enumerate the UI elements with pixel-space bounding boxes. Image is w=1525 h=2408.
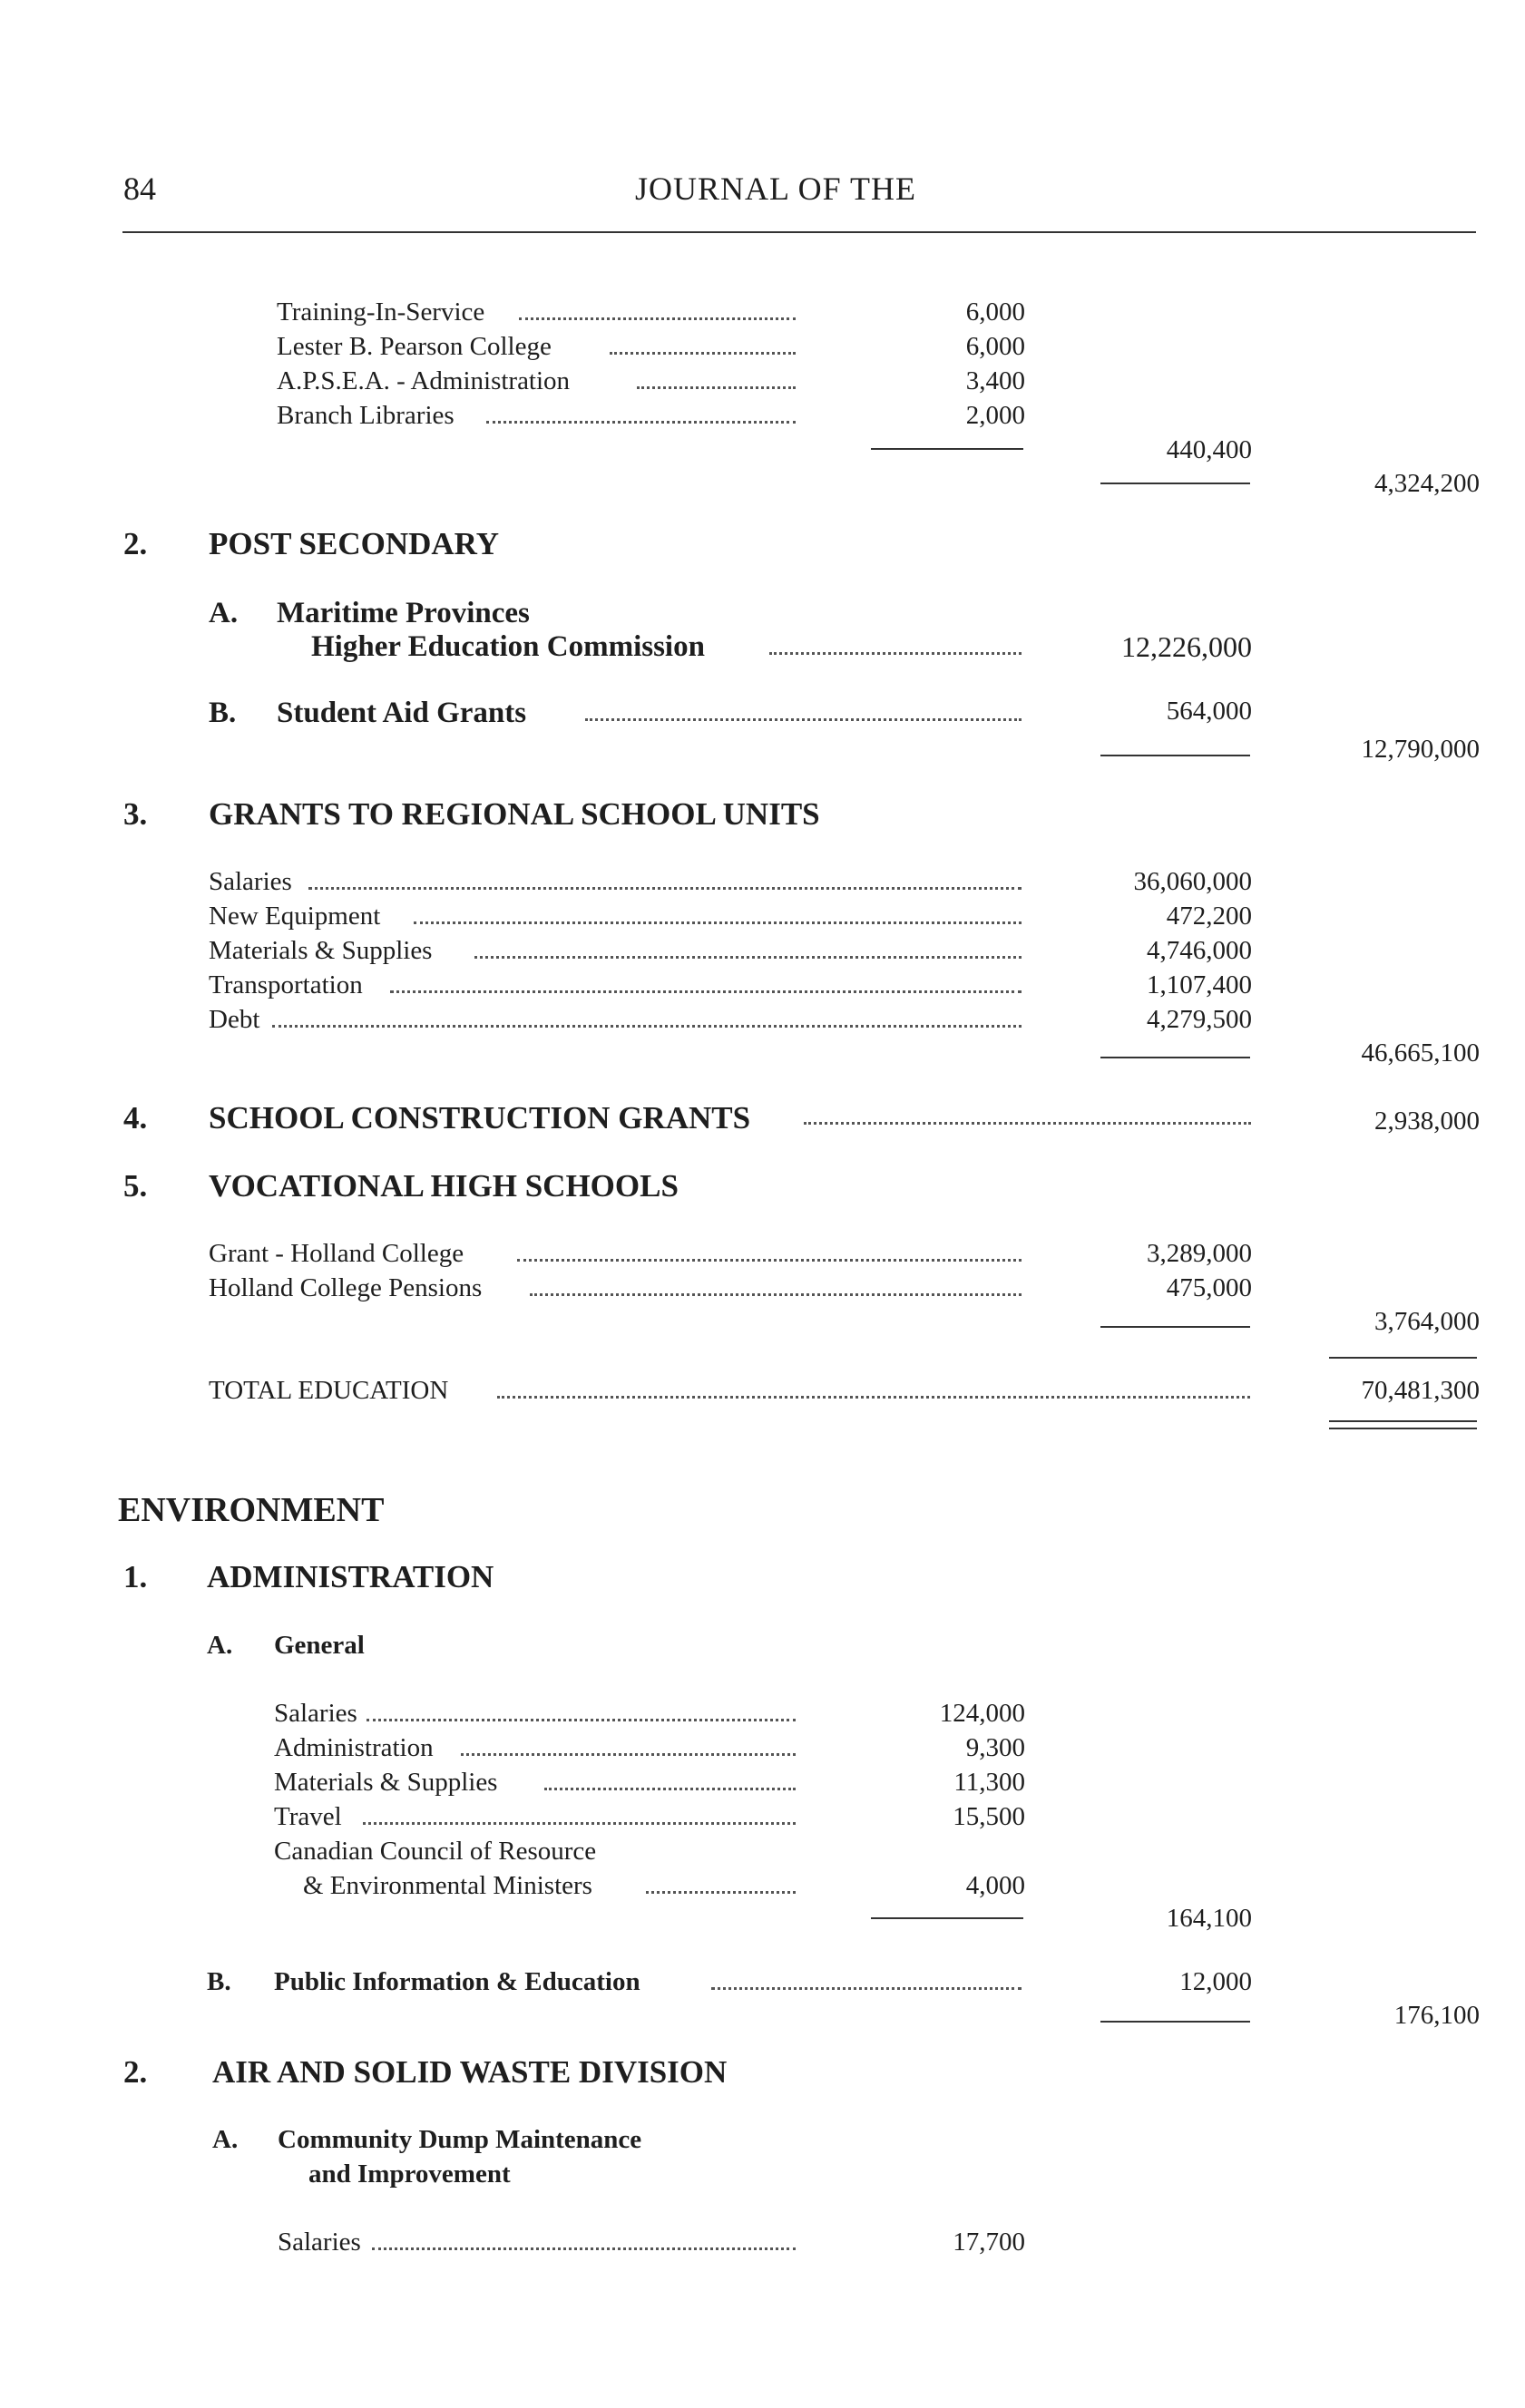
vocational-total: 3,764,000 (1374, 1307, 1480, 1336)
post-secondary-total: 12,790,000 (1361, 735, 1480, 764)
regional-item-value: 1,107,400 (1147, 970, 1252, 999)
subsection-title: General (274, 1631, 365, 1660)
general-item-label: Administration (274, 1733, 434, 1762)
subtotal-rule (871, 1917, 1023, 1919)
commission-value: 12,226,000 (1121, 630, 1252, 663)
double-rule (1329, 1420, 1477, 1429)
general-item-value: 9,300 (965, 1733, 1025, 1762)
total-education-label: TOTAL EDUCATION (209, 1376, 449, 1405)
regional-item-value: 472,200 (1166, 902, 1252, 931)
subtotal-rule (1100, 483, 1250, 484)
subsection-title: Student Aid Grants (277, 697, 527, 729)
leader (363, 1820, 796, 1825)
ccrem-value: 4,000 (965, 1871, 1025, 1900)
leader (486, 419, 796, 424)
general-item-value: 124,000 (939, 1699, 1025, 1728)
general-item-value: 11,300 (953, 1768, 1025, 1797)
subsection-title: Public Information & Education (274, 1967, 640, 1996)
leader (769, 650, 1022, 655)
vocational-item-value: 475,000 (1166, 1273, 1252, 1302)
leader (610, 350, 796, 355)
leader (519, 316, 796, 320)
general-item-label: Travel (274, 1802, 342, 1831)
student-aid-value: 564,000 (1166, 697, 1252, 726)
item-branch-label: Branch Libraries (277, 401, 455, 430)
section-number: 3. (123, 796, 148, 832)
leader (711, 1985, 1022, 1990)
regional-item-label: New Equipment (209, 902, 381, 931)
leader (497, 1394, 1250, 1399)
leader (308, 885, 1022, 890)
section-title: AIR AND SOLID WASTE DIVISION (212, 2054, 728, 2090)
subsection-title: Community Dump Maintenance (278, 2125, 642, 2154)
department-title: ENVIRONMENT (118, 1491, 385, 1529)
regional-item-value: 4,279,500 (1147, 1005, 1252, 1034)
total-education-value: 70,481,300 (1361, 1376, 1480, 1405)
total-rule (1329, 1357, 1477, 1359)
leader (414, 920, 1022, 924)
section-title: POST SECONDARY (209, 526, 499, 561)
leader (272, 1023, 1022, 1028)
section-title: GRANTS TO REGIONAL SCHOOL UNITS (209, 796, 820, 832)
item-apsea-value: 3,400 (965, 366, 1025, 395)
leader (637, 385, 796, 389)
section-title: ADMINISTRATION (207, 1559, 494, 1594)
leader (367, 1717, 796, 1721)
section-title: SCHOOL CONSTRUCTION GRANTS (209, 1100, 751, 1136)
regional-grants-total: 46,665,100 (1361, 1038, 1480, 1068)
section-number: 4. (123, 1100, 148, 1136)
running-title: JOURNAL OF THE (635, 171, 917, 207)
regional-item-value: 4,746,000 (1147, 936, 1252, 965)
subtotal-rule (1100, 755, 1250, 756)
leader (544, 1786, 796, 1790)
air-waste-salaries-label: Salaries (278, 2228, 361, 2257)
continued-total: 4,324,200 (1374, 469, 1480, 498)
subtotal-rule (1100, 1057, 1250, 1058)
subsection-letter: A. (212, 2125, 239, 2154)
subsection-letter: B. (207, 1967, 231, 1996)
item-pearson-label: Lester B. Pearson College (277, 332, 552, 361)
leader (530, 1292, 1022, 1296)
administration-total: 176,100 (1393, 2001, 1480, 2030)
ccrem-label-line1: Canadian Council of Resource (274, 1837, 597, 1866)
general-item-value: 15,500 (953, 1802, 1025, 1831)
section-number: 5. (123, 1168, 148, 1204)
header-rule (122, 231, 1476, 233)
leader (585, 717, 1022, 721)
subsection-letter: A. (207, 1631, 233, 1660)
item-pearson-value: 6,000 (965, 332, 1025, 361)
vocational-item-value: 3,289,000 (1147, 1239, 1252, 1268)
item-branch-value: 2,000 (965, 401, 1025, 430)
public-info-value: 12,000 (1179, 1967, 1252, 1996)
leader (390, 989, 1022, 993)
subsection-letter: A. (209, 597, 239, 629)
regional-item-label: Transportation (209, 970, 363, 999)
general-subtotal: 164,100 (1166, 1904, 1252, 1933)
general-item-label: Salaries (274, 1699, 357, 1728)
item-training-label: Training-In-Service (277, 297, 485, 327)
leader (372, 2246, 796, 2250)
regional-item-label: Debt (209, 1005, 260, 1034)
subsection-letter: B. (209, 697, 237, 729)
leader (474, 954, 1022, 959)
page-number: 84 (123, 171, 156, 207)
subsection-title: and Improvement (308, 2159, 511, 2189)
subsection-title: Maritime Provinces (277, 597, 530, 629)
vocational-item-label: Holland College Pensions (209, 1273, 483, 1302)
leader (804, 1120, 1251, 1125)
air-waste-salaries-value: 17,700 (953, 2228, 1025, 2257)
leader (517, 1257, 1022, 1262)
section-title: VOCATIONAL HIGH SCHOOLS (209, 1168, 679, 1204)
construction-total: 2,938,000 (1374, 1107, 1480, 1136)
leader (646, 1889, 796, 1894)
subtotal-rule (1100, 2021, 1250, 2023)
section-number: 1. (123, 1559, 148, 1594)
section-number: 2. (123, 2054, 148, 2090)
subtotal-rule (1100, 1326, 1250, 1328)
vocational-item-label: Grant - Holland College (209, 1239, 464, 1268)
ccrem-label-line2: & Environmental Ministers (303, 1871, 592, 1900)
subtotal-rule (871, 448, 1023, 450)
item-training-value: 6,000 (965, 297, 1025, 327)
regional-item-label: Salaries (209, 867, 292, 896)
section-number: 2. (123, 526, 148, 561)
general-item-label: Materials & Supplies (274, 1768, 498, 1797)
leader (461, 1751, 796, 1756)
regional-item-label: Materials & Supplies (209, 936, 433, 965)
item-apsea-label: A.P.S.E.A. - Administration (277, 366, 571, 395)
subsection-title: Higher Education Commission (311, 630, 705, 663)
continued-subtotal: 440,400 (1166, 435, 1252, 464)
regional-item-value: 36,060,000 (1133, 867, 1252, 896)
